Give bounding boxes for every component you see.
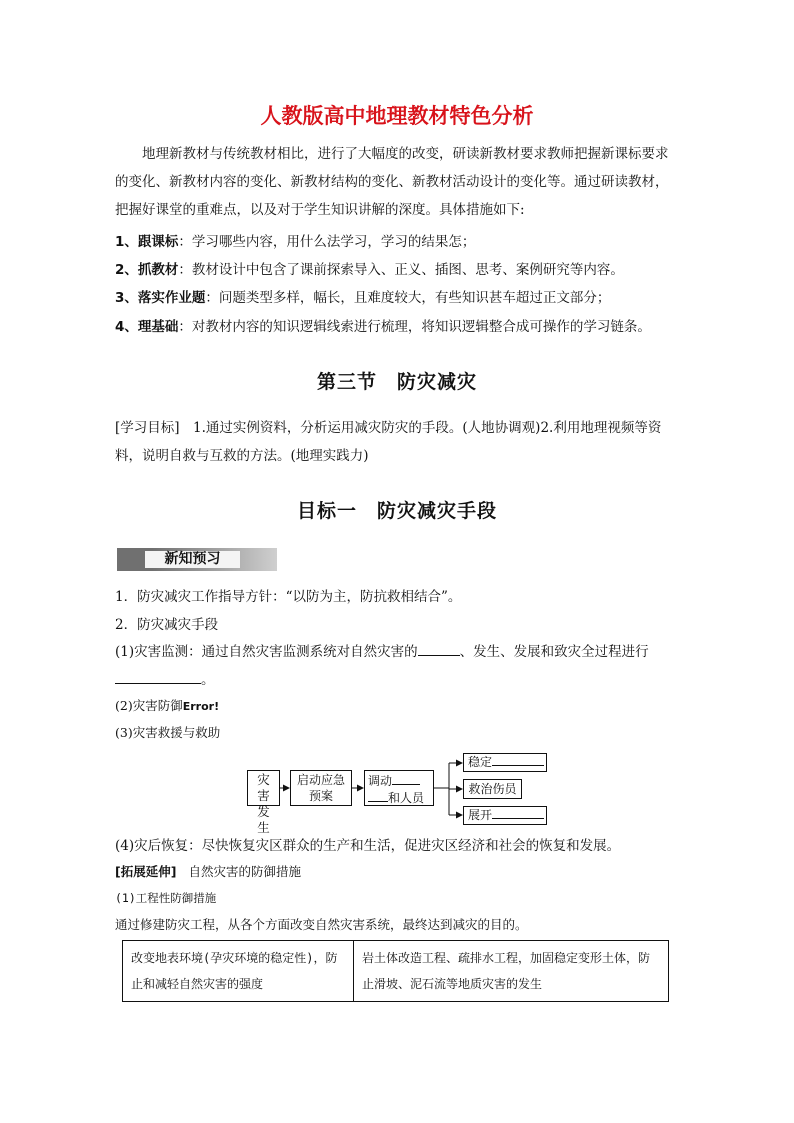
engineering-desc: 通过修建防灾工程，从各个方面改变自然灾害系统，最终达到减灾的目的。 xyxy=(115,917,528,932)
measure-label: 3、落实作业题 xyxy=(115,290,206,306)
stabilize-box xyxy=(463,753,547,772)
monitor-end: 。 xyxy=(201,672,215,688)
extension-label: [拓展延伸] xyxy=(115,864,177,879)
lesson-title: 第三节 防灾减灾 xyxy=(316,371,477,393)
table-row xyxy=(123,941,669,1002)
dispatch-line-1 xyxy=(368,772,430,789)
fill-blank xyxy=(392,772,420,785)
banner-intro: 地理新教材与传统教材相比，进行了大幅度的改变，研读新教材要求教师把握新课标要求的变化、新教材内容的变化、新教材结构的变化、新教材活动设计的变化等。通过研读教材，把握好课堂的重难点，以及对于学生知识讲解的深度。具体措施如下: xyxy=(115,146,669,218)
guideline-item: 1．防灾减灾工作指导方针：“以防为主，防抗救相结合”。 xyxy=(115,589,462,605)
measure-label: 4、理基础 xyxy=(115,319,179,335)
goal-title: 目标一 防灾减灾手段 xyxy=(296,500,497,522)
fill-blank xyxy=(492,807,544,819)
dispatch-text: 调动 xyxy=(368,774,393,788)
measures-table xyxy=(122,940,669,1002)
error-text: Error! xyxy=(182,700,220,713)
deploy-box xyxy=(463,806,547,825)
dispatch-line-2 xyxy=(368,789,430,806)
fill-blank xyxy=(492,754,544,766)
plan-box: 启动应急预案 xyxy=(290,770,352,806)
rescue-line: (3)灾害救援与救助 xyxy=(115,725,221,740)
fill-blank xyxy=(368,789,388,802)
dispatch-box xyxy=(364,770,434,806)
measure-text: ：问题类型多样，幅长，且难度较大，有些知识甚车超过正文部分； xyxy=(205,290,611,306)
dispatch-text-2: 和人员 xyxy=(388,791,425,805)
measure-text: ：对教材内容的知识逻辑线索进行梳理，将知识逻辑整合成可操作的学习链条。 xyxy=(178,319,651,335)
extension-title: 自然灾害的防御措施 xyxy=(188,864,301,879)
section-label: 新知预习 xyxy=(145,551,240,568)
treat-box: 救治伤员 xyxy=(463,779,522,799)
recovery-line: (4)灾后恢复：尽快恢复灾区群众的生产和生活，促进灾区经济和社会的恢复和发展。 xyxy=(115,838,621,854)
measure-text: ：学习哪些内容，用什么法学习，学习的结果怎； xyxy=(178,234,476,250)
disaster-box: 灾害发生 xyxy=(247,770,280,806)
measure-label: 1、跟课标 xyxy=(115,234,179,250)
engineering-subheading: (1)工程性防御措施 xyxy=(115,891,217,905)
table-cell: 岩土体改造工程、疏排水工程，加固稳定变形土体，防止滑坡、泥石流等地质灾害的发生 xyxy=(354,941,669,1002)
measure-text: ：教材设计中包含了课前探索导入、正义、插图、思考、案例研究等内容。 xyxy=(178,262,624,278)
means-heading: 2．防灾减灾手段 xyxy=(115,617,219,633)
defense-text: (2)灾害防御 xyxy=(115,698,183,713)
stabilize-text: 稳定 xyxy=(468,755,493,769)
deploy-text: 展开 xyxy=(468,808,493,822)
measure-label: 2、抓教材 xyxy=(115,262,179,278)
table-cell: 改变地表环境(孕灾环境的稳定性)，防止和减轻自然灾害的强度 xyxy=(123,941,354,1002)
monitor-text-2: 、发生、发展和致灾全过程进行 xyxy=(459,644,649,660)
extension-heading xyxy=(115,858,685,886)
learning-objectives: [学习目标] 1.通过实例资料，分析运用减灾防灾的手段。(人地协调观)2.利用地理视频等资料，说明自救与互救的方法。(地理实践力) xyxy=(115,420,662,464)
monitor-text: (1)灾害监测：通过自然灾害监测系统对自然灾害的 xyxy=(115,644,418,660)
banner-title: 人教版高中地理教材特色分析 xyxy=(260,104,534,128)
